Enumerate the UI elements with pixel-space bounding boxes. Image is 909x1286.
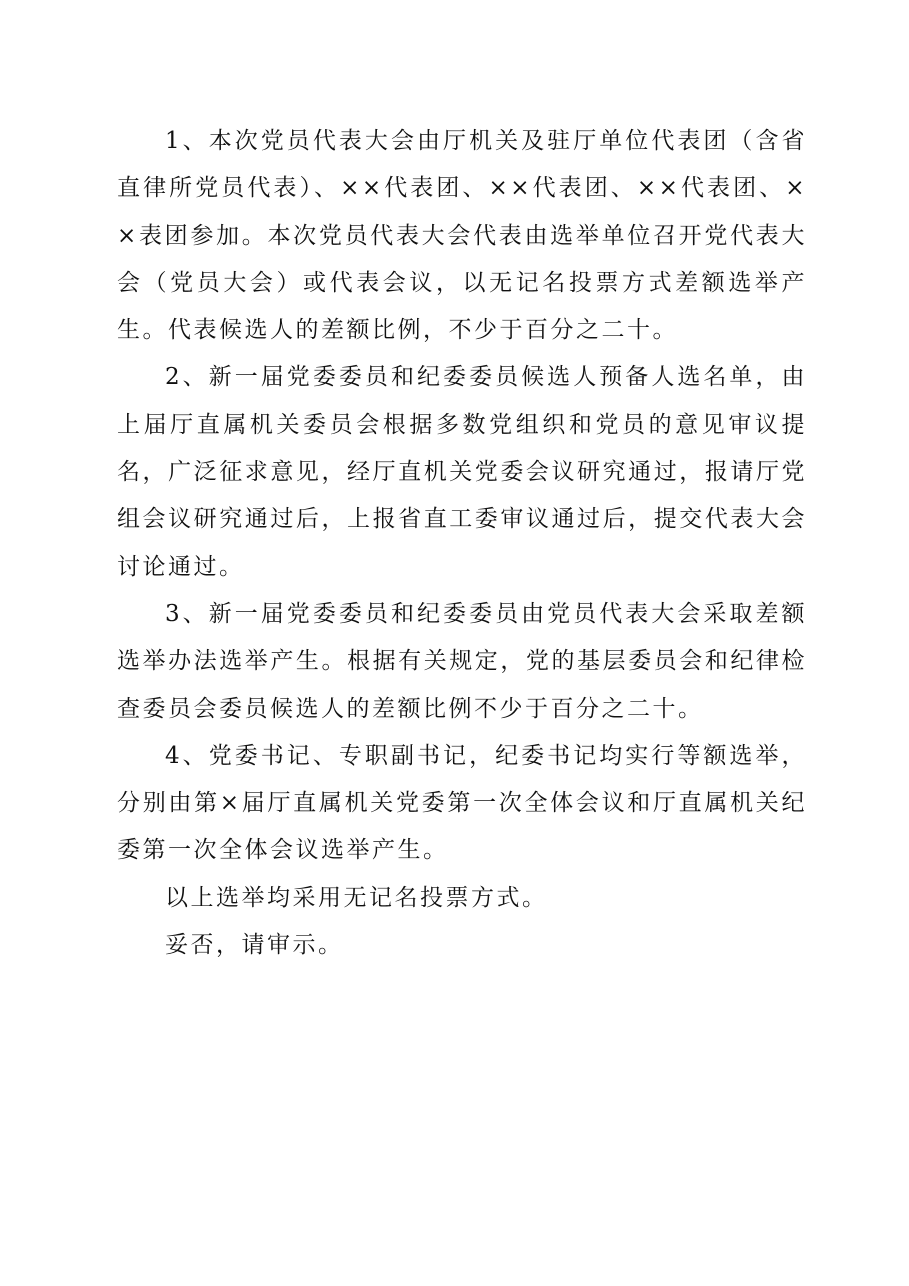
paragraph-closing: 妥否，请审示。 — [165, 932, 344, 959]
paragraph-delegates: 1、本次党员代表大会由厅机关及驻厅单位代表团（含省直律所党员代表）、××代表团、××代表团、××代表团、××表团参加。本次党员代表大会代表由选举单位召开党代表大会（党员大会）或代表会议，以无记名投票方式差额选举产生。代表候选人的差额比例，不少于百分之二十。 — [117, 128, 807, 344]
document-body — [117, 118, 807, 969]
paragraph-voting-method: 以上选举均采用无记名投票方式。 — [165, 884, 548, 911]
paragraph-election-method: 3、新一届党委委员和纪委委员由党员代表大会采取差额选举办法选举产生。根据有关规定，党的基层委员会和纪律检查委员会委员候选人的差额比例不少于百分之二十。 — [117, 600, 807, 722]
paragraph-secretary-election: 4、党委书记、专职副书记，纪委书记均实行等额选举，分别由第×届厅直属机关党委第一次全体会议和厅直属机关纪委第一次全体会议选举产生。 — [117, 742, 807, 864]
paragraph-candidates: 2、新一届党委委员和纪委委员候选人预备人选名单，由上届厅直属机关委员会根据多数党组织和党员的意见审议提名，广泛征求意见，经厅直机关党委会议研究通过，报请厅党组会议研究通过后，上报省直工委审议通过后，提交代表大会讨论通过。 — [117, 364, 807, 580]
